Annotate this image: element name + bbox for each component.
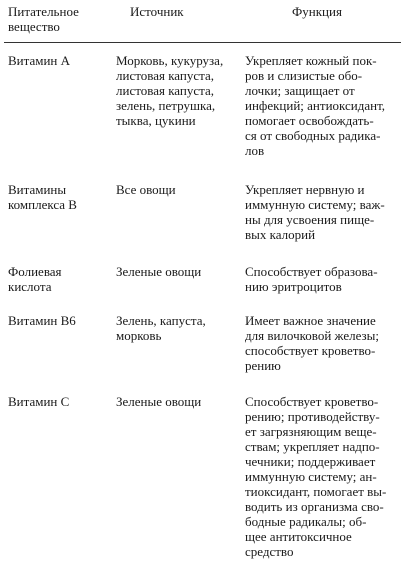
header-function: Функция [292, 4, 342, 19]
function-cell: Способствует кроветво- рению; противодейству- ет загрязняющим веще- ствам; укрепляет надпо- чечники; поддерживает иммунную систему; ан- тиоксидант, помогает вы- водить из организма сво- бодные радикалы; об- щее антитоксичное средство [245, 394, 387, 559]
function-cell: Имеет важное значение для вилочковой железы; способствует кроветво- рению [245, 313, 380, 373]
source-cell: Зеленые овощи [116, 264, 202, 279]
header-nutrient: Питательное вещество [8, 4, 79, 34]
nutrient-cell: Витамин А [8, 53, 71, 68]
function-cell: Укрепляет кожный пок- ров и слизистые обо- лочки; защищает от инфекций; антиоксидант, помогает освобождать- ся от свободных радика- лов [245, 53, 386, 158]
nutrient-cell: Фолиевая кислота [8, 264, 62, 294]
table-header [0, 4, 405, 38]
nutrient-cell: Витамины комплекса В [8, 182, 77, 212]
nutrient-cell: Витамин С [8, 394, 70, 409]
function-cell: Способствует образова- нию эритроцитов [245, 264, 378, 294]
function-cell: Укрепляет нервную и иммунную систему; важ- ны для усвоения пище- вых калорий [245, 182, 385, 242]
source-cell: Морковь, кукуруза, листовая капуста, листовая капуста, зелень, петрушка, тыква, цукини [116, 53, 224, 128]
source-cell: Зелень, капуста, морковь [116, 313, 206, 343]
nutrient-cell: Витамин В6 [8, 313, 76, 328]
header-source: Источник [130, 4, 184, 19]
source-cell: Зеленые овощи [116, 394, 202, 409]
header-rule [4, 42, 401, 43]
source-cell: Все овощи [116, 182, 176, 197]
